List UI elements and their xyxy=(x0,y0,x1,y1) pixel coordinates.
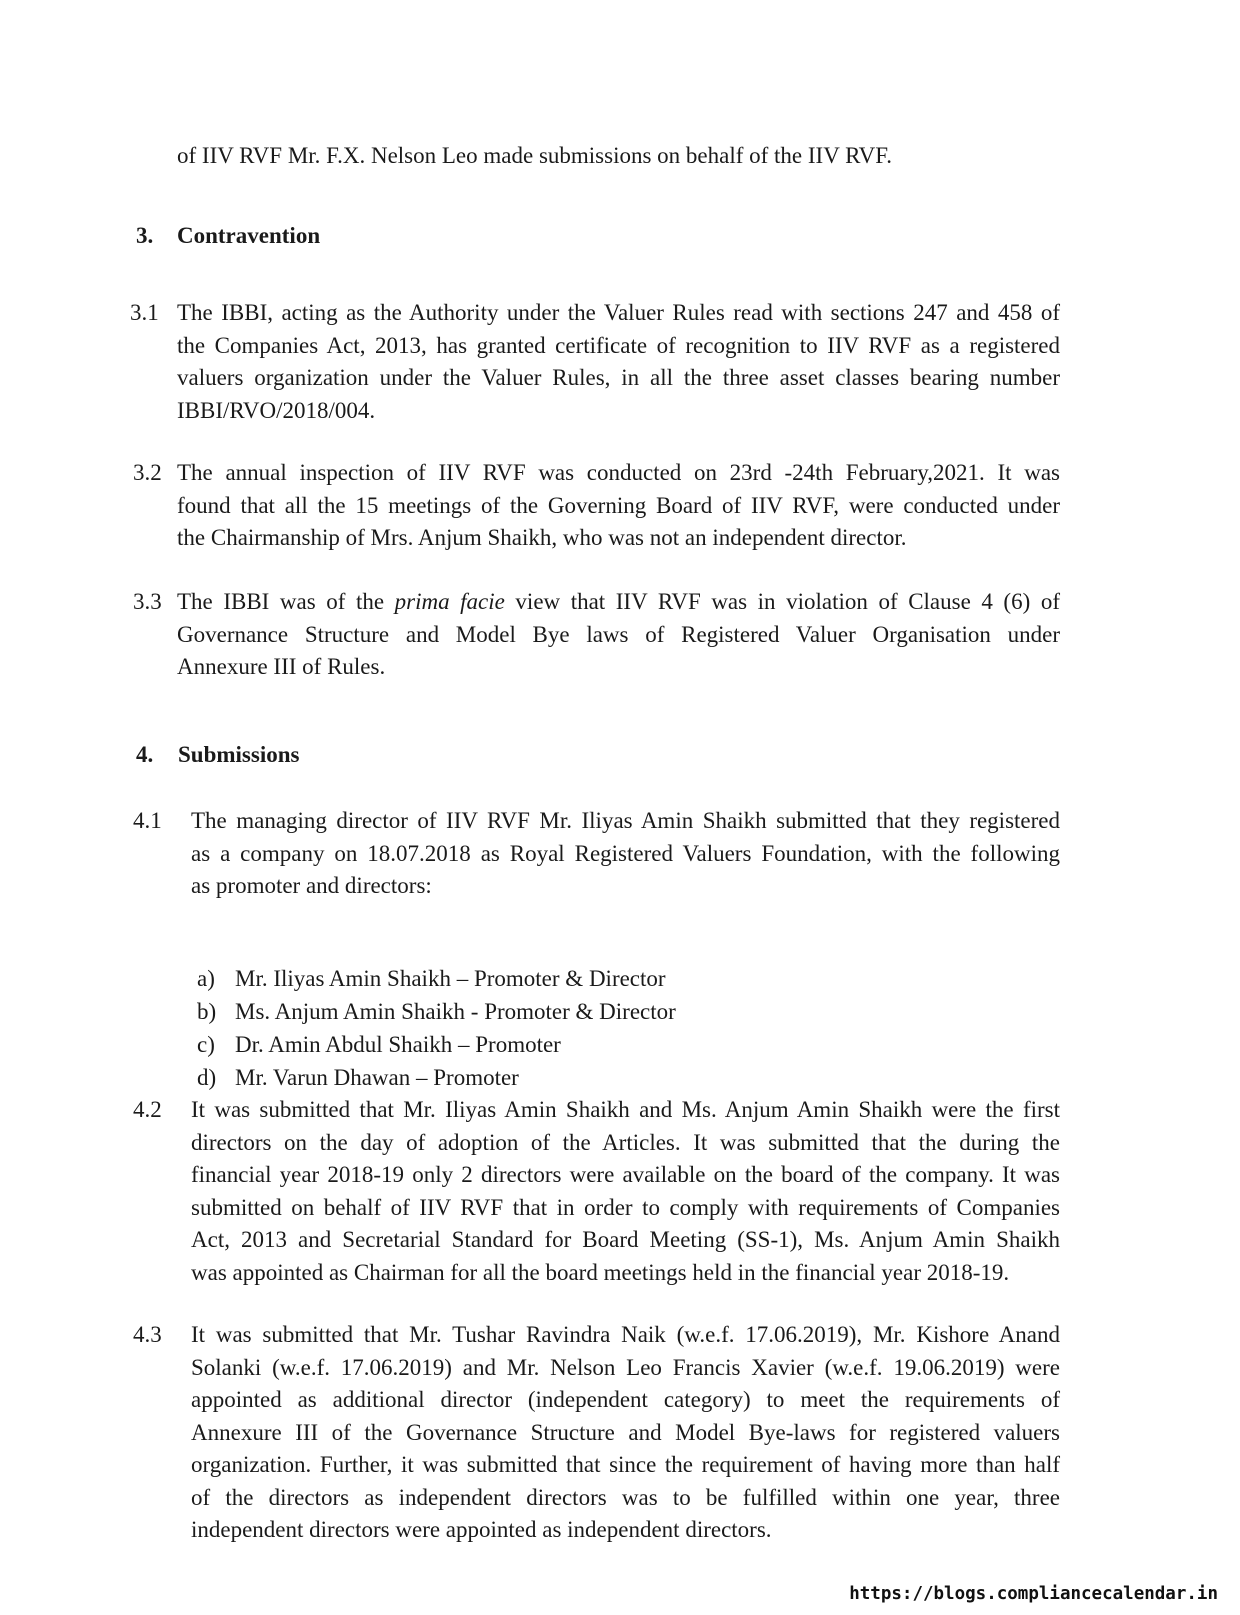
paragraph-4-3 xyxy=(133,1319,1060,1551)
text-line: The annual inspection of IIV RVF was conducted on 23rd -24th February,2021. It was xyxy=(177,460,1060,485)
list-text: Ms. Anjum Amin Shaikh - Promoter & Director xyxy=(235,999,676,1024)
section-4-heading xyxy=(136,739,536,772)
text-line: Annexure III of the Governance Structure and Model Bye-laws for registered valuers xyxy=(191,1419,1060,1445)
source-url-watermark: https://blogs.compliancecalendar.in xyxy=(849,1584,1218,1604)
paragraph-number: 3.2 xyxy=(133,460,162,485)
section-3-title: Contravention xyxy=(177,223,321,248)
paragraph-text xyxy=(191,1094,1060,1289)
text-line: The IBBI, acting as the Authority under the Valuer Rules read with sections 247 and 458 of xyxy=(177,300,1060,325)
section-3-heading xyxy=(136,220,536,253)
text-line: It was submitted that Mr. Tushar Ravindra Naik (w.e.f. 17.06.2019), Mr. Kishore Anand xyxy=(191,1322,1060,1347)
paragraph-number: 4.3 xyxy=(133,1322,162,1347)
text-line: as promoter and directors: xyxy=(191,873,432,898)
text-line: Governance Structure and Model Bye laws of Registered Valuer Organisation under xyxy=(177,621,1060,647)
paragraph-text xyxy=(177,586,1060,684)
section-4-title: Submissions xyxy=(178,742,300,767)
text-line: directors on the day of adoption of the Articles. It was submitted that the during the xyxy=(191,1129,1060,1155)
text-line: submitted on behalf of IIV RVF that in order to comply with requirements of Companies xyxy=(191,1194,1060,1220)
paragraph-3-3 xyxy=(133,586,1060,686)
paragraph-number: 4.1 xyxy=(133,808,162,833)
list-marker: c) xyxy=(197,1032,215,1057)
list-text: Mr. Iliyas Amin Shaikh – Promoter & Director xyxy=(235,966,666,991)
paragraph-text xyxy=(177,297,1060,427)
text-line: was appointed as Chairman for all the board meetings held in the financial year 2018-19. xyxy=(191,1259,1010,1285)
list-marker: d) xyxy=(197,1065,217,1090)
text-line xyxy=(177,586,1060,619)
section-3-number: 3. xyxy=(136,223,154,248)
paragraph-text xyxy=(191,1319,1060,1547)
paragraph-number: 3.1 xyxy=(130,300,159,325)
text-line: found that all the 15 meetings of the Governing Board of IIV RVF, were conducted under xyxy=(177,492,1060,518)
list-marker: a) xyxy=(197,966,215,991)
text-run: view that IIV RVF was in violation of Clause 4 (6) of xyxy=(504,589,1060,614)
paragraph-3-2 xyxy=(133,457,1060,557)
text-line: the Chairmanship of Mrs. Anjum Shaikh, who was not an independent director. xyxy=(177,525,907,550)
paragraph-text xyxy=(191,805,1060,903)
paragraph-4-1 xyxy=(133,805,1060,905)
text-line: valuers organization under the Valuer Rules, in all the three asset classes bearing number xyxy=(177,365,1060,390)
opening-line: of IIV RVF Mr. F.X. Nelson Leo made submissions on behalf of the IIV RVF. xyxy=(177,143,892,168)
paragraph-4-2 xyxy=(133,1094,1060,1294)
section-4-number: 4. xyxy=(136,742,154,767)
list-marker: b) xyxy=(197,999,217,1024)
italic-term: prima facie xyxy=(394,589,505,614)
text-line: organization. Further, it was submitted that since the requirement of having more than half xyxy=(191,1452,1060,1477)
text-run: The IBBI was of the xyxy=(177,589,395,614)
text-line: appointed as additional director (independent category) to meet the requirements of xyxy=(191,1387,1060,1412)
text-line: IBBI/RVO/2018/004. xyxy=(177,397,376,423)
text-line: Solanki (w.e.f. 17.06.2019) and Mr. Nelson Leo Francis Xavier (w.e.f. 19.06.2019) were xyxy=(191,1354,1060,1380)
text-line: Act, 2013 and Secretarial Standard for Board Meeting (SS-1), Ms. Anjum Amin Shaikh xyxy=(191,1227,1060,1252)
text-line: of the directors as independent directors was to be fulfilled within one year, three xyxy=(191,1484,1060,1510)
list-text: Mr. Varun Dhawan – Promoter xyxy=(235,1065,519,1090)
list-text: Dr. Amin Abdul Shaikh – Promoter xyxy=(235,1032,561,1057)
text-line: the Companies Act, 2013, has granted certificate of recognition to IIV RVF as a registered xyxy=(177,332,1060,358)
text-line: financial year 2018-19 only 2 directors were available on the board of the company. It was xyxy=(191,1162,1060,1187)
paragraph-text xyxy=(177,457,1060,555)
text-line: The managing director of IIV RVF Mr. Iliyas Amin Shaikh submitted that they registered xyxy=(191,808,1060,833)
paragraph-number: 3.3 xyxy=(133,589,162,614)
text-line: independent directors were appointed as independent directors. xyxy=(191,1517,772,1542)
paragraph-3-1 xyxy=(130,297,1060,429)
paragraph-number: 4.2 xyxy=(133,1097,162,1122)
text-line: It was submitted that Mr. Iliyas Amin Shaikh and Ms. Anjum Amin Shaikh were the first xyxy=(191,1097,1060,1122)
text-line: Annexure III of Rules. xyxy=(177,654,386,679)
text-line: as a company on 18.07.2018 as Royal Registered Valuers Foundation, with the following xyxy=(191,840,1060,866)
